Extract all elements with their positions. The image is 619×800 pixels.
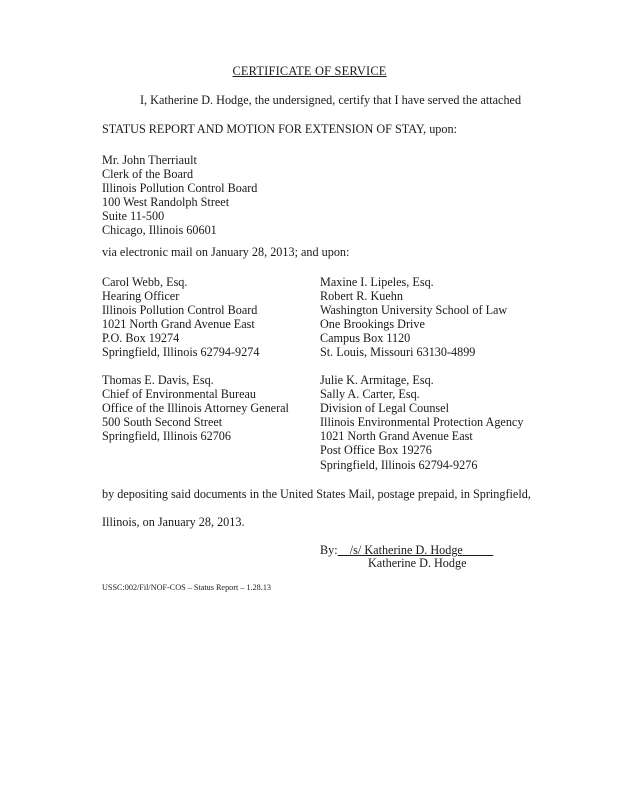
address-line: 1021 North Grand Avenue East [320,429,473,444]
address-line: One Brookings Drive [320,317,425,332]
address-line: Washington University School of Law [320,303,508,318]
address-line: Maxine I. Lipeles, Esq. [320,275,434,289]
document-reference-footer: USSC:002/Fil/NOF-COS – Status Report – 1.28.13 [102,583,272,592]
address-line: 1021 North Grand Avenue East [102,317,255,332]
address-line: Illinois Environmental Protection Agency [320,415,524,430]
address-line: Suite 11-500 [102,209,165,224]
electronic-signature [338,543,494,557]
address-line: Sally A. Carter, Esq. [320,387,420,402]
address-line: Campus Box 1120 [320,331,411,346]
address-line: Mr. John Therriault [102,153,197,167]
address-line: Springfield, Illinois 62706 [102,429,231,444]
by-label: By: [320,543,338,557]
recipient-address-davis [102,373,289,443]
address-line: Illinois Pollution Control Board [102,181,258,196]
address-line: Illinois Pollution Control Board [102,303,258,318]
mailing-statement: by depositing said documents in the United States Mail, postage prepaid, in Springfield, [102,487,531,501]
address-line: Chicago, Illinois 60601 [102,223,217,238]
service-method-line: via electronic mail on January 28, 2013; and upon: [102,245,350,259]
address-line: Springfield, Illinois 62794-9274 [102,345,260,360]
primary-recipient-address [102,153,257,238]
address-line: Office of the Illinois Attorney General [102,401,289,416]
address-line: Julie K. Armitage, Esq. [320,373,434,387]
address-line: 100 West Randolph Street [102,195,230,210]
address-line: Thomas E. Davis, Esq. [102,373,214,387]
address-line: Robert R. Kuehn [320,289,403,304]
mailing-date: Illinois, on January 28, 2013. [102,515,245,529]
address-line: Chief of Environmental Bureau [102,387,256,402]
recipient-address-lipeles [320,275,507,360]
address-line: St. Louis, Missouri 63130-4899 [320,345,476,360]
signature-text: /s/ Katherine D. Hodge [349,543,463,557]
address-line: P.O. Box 19274 [102,331,180,346]
address-line: Division of Legal Counsel [320,401,449,416]
signature-line [320,543,493,557]
certification-intro: I, Katherine D. Hodge, the undersigned, certify that I have served the attached [140,93,522,107]
address-line: Springfield, Illinois 62794-9276 [320,457,478,472]
recipient-address-armitage [320,373,523,472]
address-line: 500 South Second Street [102,415,223,430]
address-line: Clerk of the Board [102,167,194,182]
served-document-line: STATUS REPORT AND MOTION FOR EXTENSION OF STAY, upon: [102,122,457,136]
signer-printed-name: Katherine D. Hodge [368,556,467,570]
address-line: Post Office Box 19276 [320,443,432,458]
address-line: Hearing Officer [102,289,180,304]
recipient-address-webb [102,275,259,360]
document-title: CERTIFICATE OF SERVICE [232,64,387,78]
address-line: Carol Webb, Esq. [102,275,188,289]
